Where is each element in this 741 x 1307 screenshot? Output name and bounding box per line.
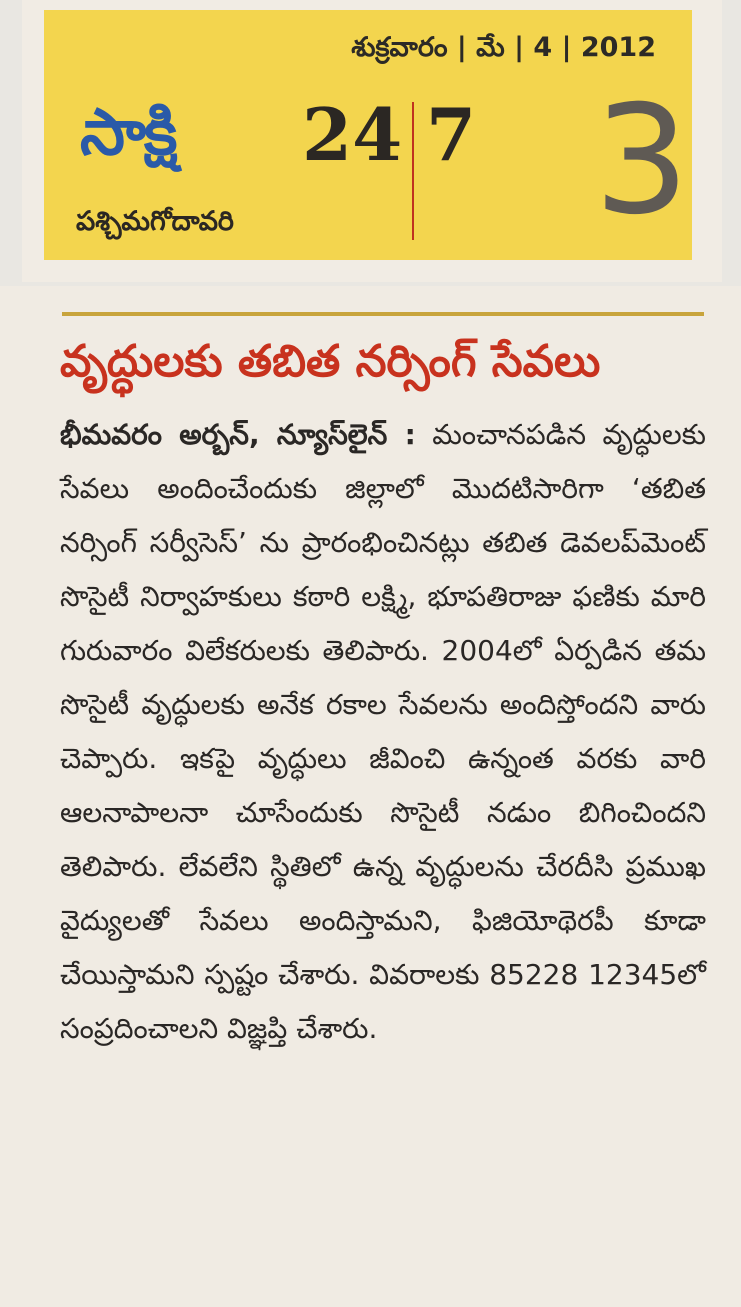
article-body [60,408,706,1056]
brand-divider [412,102,414,240]
issue-date: శుక్రవారం | మే | 4 | 2012 [351,32,656,63]
district-edition: పశ్చిమగోదావరి [76,206,234,237]
article-headline: వృద్ధులకు తబిత నర్సింగ్ సేవలు [60,336,601,387]
brand-number-right: 7 [426,92,477,177]
article-dateline: భీమవరం అర్బన్, న్యూస్‌లైన్ : [60,418,416,451]
section-rule [62,312,704,316]
page-number: 3 [594,74,690,248]
article-text: మంచానపడిన వృద్ధులకు సేవలు అందించేందుకు జిల్లాలో మొదటిసారిగా ‘తబిత నర్సింగ్ సర్వీసెస్’ ను ప్రారంభించినట్లు తబిత డెవలప్‌మెంట్ సొసైటీ నిర్వాహకులు కఠారి లక్ష్మి, భూపతిరాజు ఫణికు మారి గురువారం విలేకరులకు తెలిపారు. 2004లో ఏర్పడిన తమ సొసైటీ వృద్ధులకు అనేక రకాల సేవలను అందిస్తోందని వారు చెప్పారు. ఇకపై వృద్ధులు జీవించి ఉన్నంత వరకు వారి ఆలనాపాలనా చూసేందుకు సొసైటీ నడుం బిగించిందని తెలిపారు. లేవలేని స్థితిలో ఉన్న వృద్ధులను చేరదీసి ప్రముఖ వైద్యులతో సేవలు అందిస్తామని, ఫిజియోథెరపీ కూడా చేయిస్తామని స్పష్టం చేశారు. వివరాలకు 85228 12345లో సంప్రదించాలని విజ్ఞప్తి చేశారు. [60,418,706,1045]
brand-number-left: 24 [302,92,403,177]
masthead [44,10,692,260]
newspaper-logo: సాక్షి [80,96,176,170]
